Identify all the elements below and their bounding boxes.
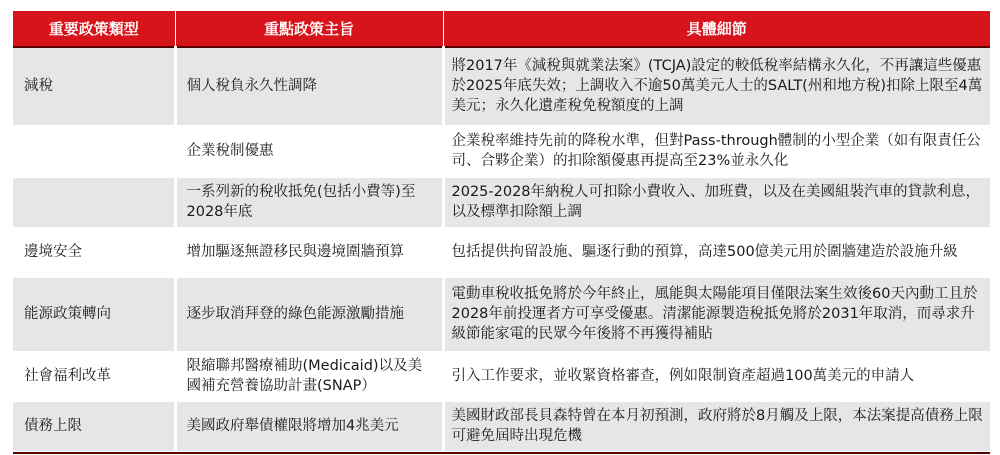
policy-table-container: [13, 11, 990, 454]
cell-policy-type: [13, 177, 175, 227]
cell-policy-topic: 個人稅負永久性調降: [175, 47, 443, 125]
cell-policy-type: 減稅: [13, 47, 175, 125]
cell-details: 包括提供拘留設施、驅逐行動的預算，高達500億美元用於圍牆建造於設施升級: [443, 227, 990, 277]
cell-policy-topic: 企業稅制優惠: [175, 125, 443, 177]
cell-policy-topic: 逐步取消拜登的綠色能源激勵措施: [175, 277, 443, 351]
header-policy-topic: 重點政策主旨: [175, 11, 443, 47]
cell-policy-topic: 增加驅逐無證移民與邊境圍牆預算: [175, 227, 443, 277]
cell-details: 引入工作要求，並收緊資格審查，例如限制資產超過100萬美元的申請人: [443, 351, 990, 401]
cell-policy-topic: 美國政府舉債權限將增加4兆美元: [175, 401, 443, 451]
cell-details: 2025-2028年納稅人可扣除小費收入、加班費，以及在美國組裝汽車的貸款利息，以及標準扣除額上調: [443, 177, 990, 227]
table-header-row: [13, 11, 990, 47]
cell-details: 美國財政部長貝森特曾在本月初預測，政府將於8月觸及上限，本法案提高債務上限可避免屆時出現危機: [443, 401, 990, 451]
cell-policy-topic: 一系列新的稅收抵免(包括小費等)至2028年底: [175, 177, 443, 227]
table-row: [13, 227, 990, 277]
cell-policy-type: 社會福利改革: [13, 351, 175, 401]
table-row: [13, 47, 990, 125]
table-row: [13, 177, 990, 227]
cell-policy-type: 債務上限: [13, 401, 175, 451]
cell-policy-type: 邊境安全: [13, 227, 175, 277]
cell-details: 企業稅率維持先前的降稅水準，但對Pass-through體制的小型企業（如有限責任公司、合夥企業）的扣除額優惠再提高至23%並永久化: [443, 125, 990, 177]
cell-policy-type: [13, 125, 175, 177]
cell-policy-type: 能源政策轉向: [13, 277, 175, 351]
table-row: [13, 277, 990, 351]
cell-policy-topic: 限縮聯邦醫療補助(Medicaid)以及美國補充營養協助計畫(SNAP）: [175, 351, 443, 401]
header-details: 具體細節: [443, 11, 990, 47]
table-bottom-rule: [13, 452, 990, 454]
table-row: [13, 401, 990, 451]
table-row: [13, 125, 990, 177]
cell-details: 電動車稅收抵免將於今年終止，風能與太陽能項目僅限法案生效後60天內動工且於2028年前投運者方可享受優惠。清潔能源製造稅抵免將於2031年取消，而尋求升級節能家電的民眾今年後將不再獲得補貼: [443, 277, 990, 351]
policy-table: [13, 11, 990, 452]
cell-details: 將2017年《減稅與就業法案》(TCJA)設定的較低稅率結構永久化，不再讓這些優惠於2025年底失效；上調收入不逾50萬美元人士的SALT(州和地方稅)扣除上限至4萬美元；永久化遺產稅免稅額度的上調: [443, 47, 990, 125]
table-row: [13, 351, 990, 401]
header-policy-type: 重要政策類型: [13, 11, 175, 47]
